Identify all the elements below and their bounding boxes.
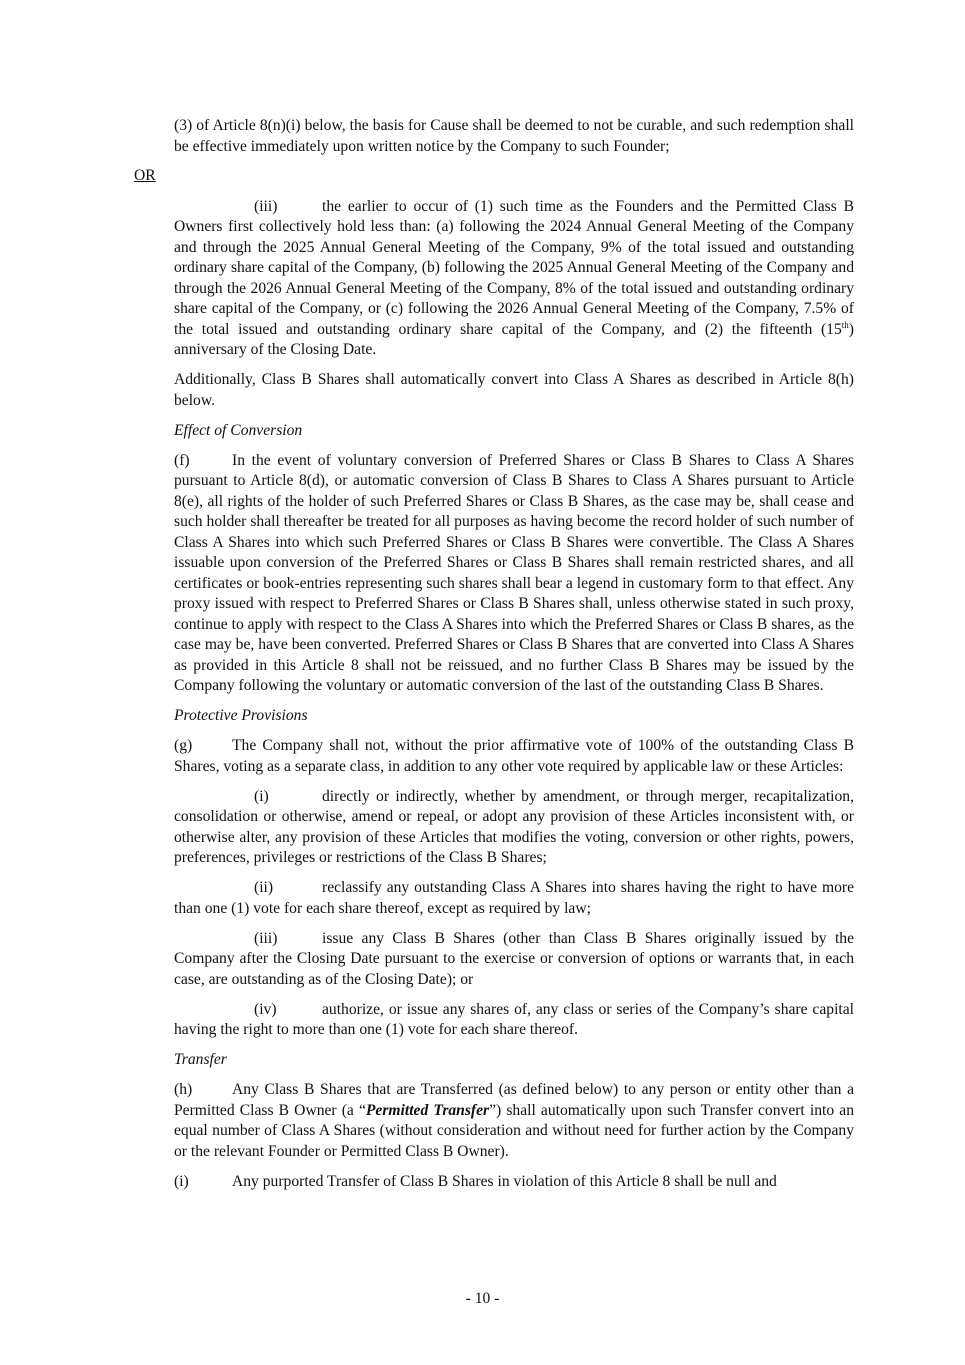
document-body: [174, 116, 854, 1202]
page-number: - 10 -: [465, 1290, 500, 1307]
heading-transfer: Transfer: [174, 1051, 227, 1068]
clause-text: Any purported Transfer of Class B Shares in violation of this Article 8 shall be null and: [232, 1172, 777, 1190]
spacer: [174, 167, 854, 197]
clause-i: [174, 1172, 854, 1193]
or-connector: OR: [134, 167, 156, 184]
clause-text: issue any Class B Shares (other than Class B Shares originally issued by the Company after the Closing Date pursuant to the exercise or conversion of options or warrants that, in each case, are outstanding as of the Closing Date); or: [174, 929, 854, 988]
clause-label: (ii): [254, 879, 274, 896]
clause-label: (i): [254, 787, 269, 805]
clause-f: [174, 451, 854, 697]
heading-protective-provisions: Protective Provisions: [174, 707, 308, 724]
clause-h: [174, 1080, 854, 1162]
clause-label: (g): [174, 737, 193, 754]
clause-iii: [174, 197, 854, 361]
heading-effect-of-conversion: Effect of Conversion: [174, 421, 303, 439]
clause-g-i: [174, 787, 854, 869]
clause-label: (iii): [254, 929, 278, 947]
clause-label: (f): [174, 451, 190, 469]
clause-text: The Company shall not, without the prior affirmative vote of 100% of the outstanding Class B Shares, voting as a separate class, in addition to any other vote required by applicable law or these Articles:: [174, 737, 854, 775]
clause-text: reclassify any outstanding Class A Shares into shares having the right to have more than one (1) vote for each share thereof, except as required by law;: [174, 879, 854, 917]
clause-text: the earlier to occur of (1) such time as the Founders and the Permitted Class B Owners first collectively hold less than: (a) following the 2024 Annual General Meeting of the Company and through the 2025 Annual General Meeting of the Company, 9% of the total issued and outstanding ordinary share capital of the Company, (b) following the 2025 Annual General Meeting of the Company and through the 2026 Annual General Meeting of the Company, 8% of the total issued and outstanding ordinary share capital of the Company, or (c) following the 2026 Annual General Meeting of the Company, 7.5% of the total issued and outstanding ordinary share capital of the Company, and (2) the fifteenth (15: [174, 197, 854, 338]
paragraph-additionally: Additionally, Class B Shares shall automatically convert into Class A Shares as described in Article 8(h) below.: [174, 371, 854, 409]
clause-g: [174, 736, 854, 777]
clause-text: Any Class B Shares that are Transferred (as defined below) to any person or entity other than a Permitted Class B Owner (a “: [174, 1081, 854, 1119]
clause-g-ii: [174, 878, 854, 919]
clause-text: In the event of voluntary conversion of Preferred Shares or Class B Shares to Class A Shares pursuant to Article 8(d), or automatic conversion of Class B Shares to Class A Shares pursuant to Article 8(e), all rights of the holder of such Preferred Shares or Class B Shares, as the case may be, shall cease and such holder shall thereafter be treated for all purposes as having become the record holder of such number of Class A Shares into which such Preferred Shares or Class B Shares were convertible. The Class A Shares issuable upon conversion of the Preferred Shares or Class B Shares shall remain restricted shares, and all certificates or book-entries representing such shares shall bear a legend in customary form to that effect. Any proxy issued with respect to Preferred Shares or Class B Shares shall, unless otherwise stated in such proxy, continue to apply with respect to the Class A Shares into which the Preferred Shares or Class B shares, as the case may be, have been converted. Preferred Shares or Class B Shares that are converted into Class A Shares as provided in this Article 8 shall not be reissued, and no further Class B Shares may be issued by the Company following the voluntary or automatic conversion of the last of the outstanding Class B Shares.: [174, 451, 854, 694]
superscript: th: [841, 319, 849, 330]
clause-text: directly or indirectly, whether by amendment, or through merger, recapitalization, consolidation or otherwise, amend or repeal, or adopt any provision of these Articles inconsistent with, or otherwise alter, any provision of these Articles that modifies the voting, conversion or other rights, powers, preferences, privileges or restrictions of the Class B Shares;: [174, 787, 854, 866]
clause-label: (h): [174, 1081, 193, 1098]
clause-text: ) anniversary of the Closing Date.: [174, 320, 854, 358]
defined-term: Permitted Transfer: [365, 1101, 490, 1119]
clause-label: (i): [174, 1172, 189, 1190]
clause-text: ”) shall automatically upon such Transfer convert into an equal number of Class A Shares (without consideration and without need for further action by the Company or the relevant Founder or Permitted Class B Owner).: [174, 1101, 854, 1160]
clause-text: authorize, or issue any shares of, any class or series of the Company’s share capital having the right to more than one (1) vote for each share thereof.: [174, 1000, 854, 1038]
clause-label: (iii): [254, 197, 278, 215]
clause-g-iii: [174, 929, 854, 991]
clause-label: (iv): [254, 1000, 277, 1018]
clause-g-iv: [174, 1000, 854, 1041]
paragraph-continuation: (3) of Article 8(n)(i) below, the basis for Cause shall be deemed to not be curable, and such redemption shall be effective immediately upon written notice by the Company to such Founder;: [174, 117, 854, 155]
